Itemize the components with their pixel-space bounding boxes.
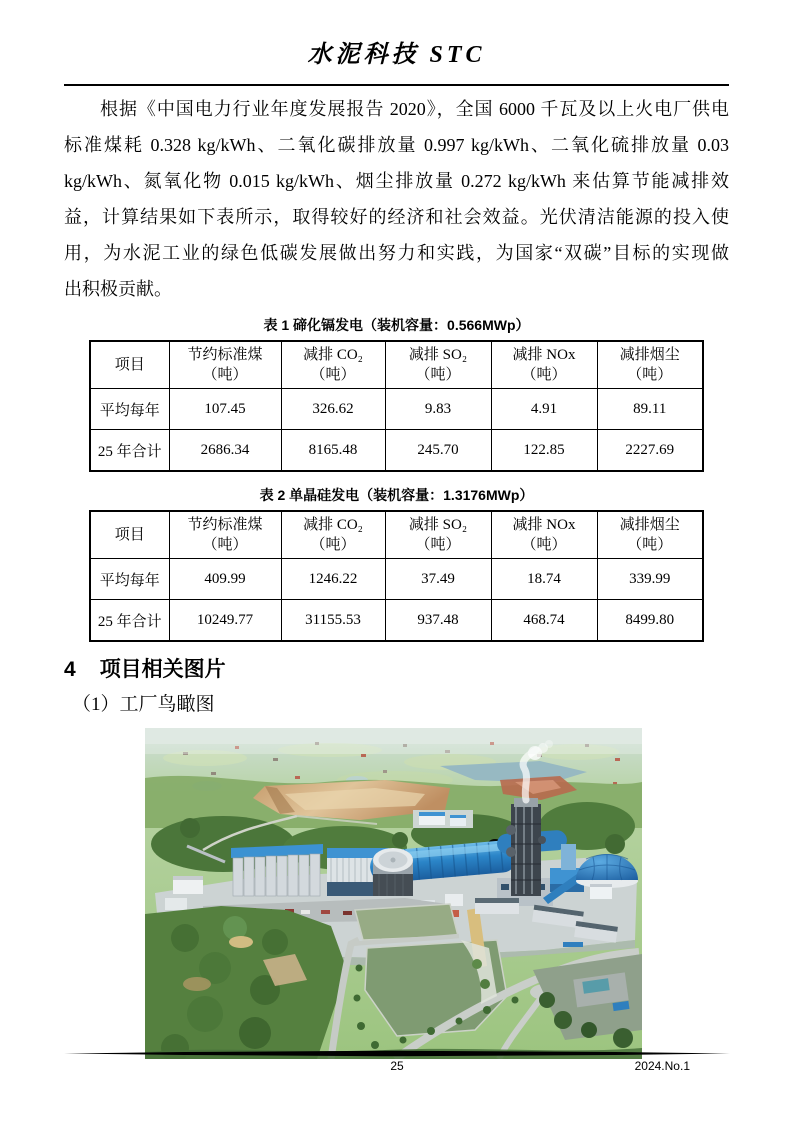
column-header: 减排 SO₂ （吨）	[385, 511, 491, 559]
paragraph-line: 用，为水泥工业的绿色低碳发展做出努力和实践，为国家“双碳”目标的实现做	[64, 243, 729, 263]
paragraph-line: 标准煤耗 0.328 kg/kWh、二氧化碳排放量 0.997 kg/kWh、二氧化硫排放量 0.03	[64, 135, 729, 155]
table-cell: 326.62	[281, 389, 385, 430]
page-header-title: 水泥科技 STC	[307, 42, 486, 68]
table-cell: 107.45	[169, 389, 281, 430]
table-cell: 89.11	[597, 389, 703, 430]
table1-cdte-power	[89, 340, 704, 472]
row-label: 平均每年	[90, 389, 169, 430]
page-footer	[64, 1050, 730, 1074]
table-cell: 37.49	[385, 559, 491, 600]
table-cell: 122.85	[491, 430, 597, 472]
paragraph-line: 益，计算结果如下表所示，取得较好的经济和社会效益。光伏清洁能源的投入使	[64, 207, 729, 227]
row-label: 平均每年	[90, 559, 169, 600]
column-header: 节约标准煤 （吨）	[169, 341, 281, 389]
table-row	[90, 389, 703, 430]
table-row	[90, 559, 703, 600]
figure-caption: （1）工厂鸟瞰图	[72, 694, 215, 715]
table-cell: 18.74	[491, 559, 597, 600]
table-header-row	[90, 341, 703, 389]
table-cell: 31155.53	[281, 600, 385, 642]
column-header: 项目	[90, 341, 169, 389]
row-label: 25 年合计	[90, 600, 169, 642]
body-paragraph	[64, 91, 729, 307]
page-number: 25	[390, 1059, 404, 1073]
row-label: 25 年合计	[90, 430, 169, 472]
column-header: 项目	[90, 511, 169, 559]
table-cell: 339.99	[597, 559, 703, 600]
figure-photo-frame	[145, 728, 642, 1059]
table-cell: 8165.48	[281, 430, 385, 472]
table-cell: 8499.80	[597, 600, 703, 642]
factory-aerial-photo	[145, 728, 642, 1059]
table-cell: 1246.22	[281, 559, 385, 600]
table-cell: 2227.69	[597, 430, 703, 472]
column-header: 减排 CO₂ （吨）	[281, 511, 385, 559]
table2-caption: 表 2 单晶硅发电（装机容量：1.3176MWp）	[259, 487, 534, 503]
column-header: 减排 SO₂ （吨）	[385, 341, 491, 389]
column-header: 减排 NOx （吨）	[491, 341, 597, 389]
paragraph-line: 出积极贡献。	[64, 279, 172, 299]
table-cell: 409.99	[169, 559, 281, 600]
table2-monosilicon-power	[89, 510, 704, 642]
footer-text-row	[64, 1058, 730, 1074]
column-header: 减排 NOx （吨）	[491, 511, 597, 559]
section-title: 项目相关图片	[99, 658, 226, 681]
table-cell: 937.48	[385, 600, 491, 642]
table1-caption: 表 1 碲化镉发电（装机容量：0.566MWp）	[263, 317, 530, 333]
table-cell: 468.74	[491, 600, 597, 642]
issue-number: 2024.No.1	[634, 1059, 690, 1073]
table-row	[90, 430, 703, 472]
paragraph-line: 根据《中国电力行业年度发展报告 2020》，全国 6000 千瓦及以上火电厂供电	[100, 99, 729, 119]
table-cell: 4.91	[491, 389, 597, 430]
table-cell: 2686.34	[169, 430, 281, 472]
table-cell: 10249.77	[169, 600, 281, 642]
section-number: 4	[64, 658, 76, 681]
column-header: 减排烟尘 （吨）	[597, 341, 703, 389]
column-header: 节约标准煤 （吨）	[169, 511, 281, 559]
paragraph-line: kg/kWh、氮氧化物 0.015 kg/kWh、烟尘排放量 0.272 kg/kWh 来估算节能减排效	[64, 171, 729, 191]
column-header: 减排烟尘 （吨）	[597, 511, 703, 559]
table-header-row	[90, 511, 703, 559]
table-cell: 245.70	[385, 430, 491, 472]
table-cell: 9.83	[385, 389, 491, 430]
header-divider	[64, 84, 729, 86]
column-header: 减排 CO₂ （吨）	[281, 341, 385, 389]
section-heading	[64, 657, 729, 683]
footer-divider	[64, 1050, 730, 1057]
table-row	[90, 600, 703, 642]
